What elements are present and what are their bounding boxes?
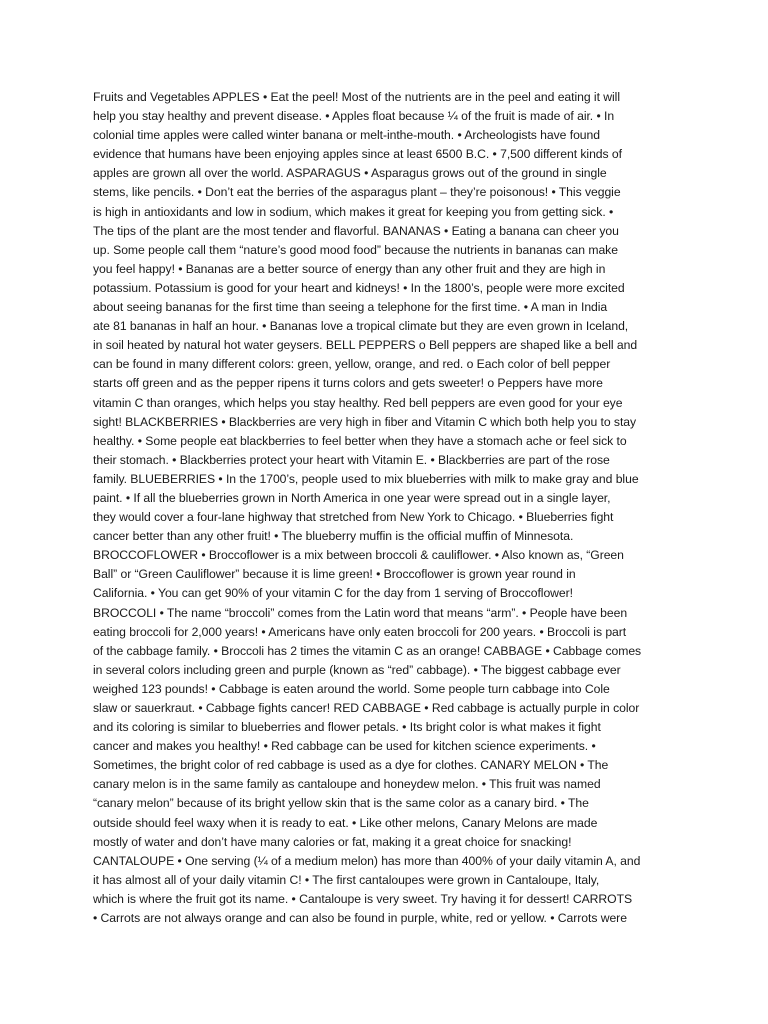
text-line: California. • You can get 90% of your vitamin C for the day from 1 serving of Broccoflower!	[93, 586, 574, 601]
text-line: Ball” or “Green Cauliflower” because it is lime green! • Broccoflower is grown year round in	[93, 567, 576, 582]
text-line: it has almost all of your daily vitamin C! • The first cantaloupes were grown in Cantaloupe, Italy,	[93, 872, 600, 887]
text-line: BROCCOFLOWER • Broccoflower is a mix between broccoli & cauliflower. • Also known as, “Green	[93, 548, 624, 563]
text-line: stems, like pencils. • Don’t eat the berries of the asparagus plant – they’re poisonous! • This veggie	[93, 185, 621, 200]
text-line: help you stay healthy and prevent disease. • Apples float because ¼ of the fruit is made of air. • In	[93, 109, 615, 124]
text-line: ate 81 bananas in half an hour. • Bananas love a tropical climate but they are even grown in Iceland,	[93, 319, 629, 334]
text-line: slaw or sauerkraut. • Cabbage fights cancer! RED CABBAGE • Red cabbage is actually purple in color	[93, 701, 640, 715]
text-line: which is where the fruit got its name. • Cantaloupe is very sweet. Try having it for dessert! CARROTS	[93, 891, 633, 906]
text-line: and its coloring is similar to blueberries and flower petals. • Its bright color is what makes it fight	[93, 720, 601, 735]
text-line: is high in antioxidants and low in sodium, which makes it great for keeping you from getting sick. •	[93, 204, 614, 219]
text-line: paint. • If all the blueberries grown in North America in one year were spread out in a single layer,	[93, 490, 611, 505]
text-line: in several colors including green and purple (known as “red” cabbage). • The biggest cabbage ever	[93, 662, 621, 677]
text-line: vitamin C than oranges, which helps you stay healthy. Red bell peppers are even good for your eye	[93, 395, 623, 410]
text-line: up. Some people call them “nature’s good mood food” because the nutrients in bananas can make	[93, 242, 618, 257]
text-line: outside should feel waxy when it is ready to eat. • Like other melons, Canary Melons are made	[93, 815, 598, 830]
text-line: about seeing bananas for the first time than seeing a telephone for the first time. • A man in India	[93, 300, 608, 315]
text-line: apples are grown all over the world. ASPARAGUS • Asparagus grows out of the ground in single	[93, 166, 607, 181]
text-line: sight! BLACKBERRIES • Blackberries are very high in fiber and Vitamin C which both help you to stay	[93, 414, 637, 429]
text-line: eating broccoli for 2,000 years! • Americans have only eaten broccoli for 200 years. • Broccoli is part	[93, 624, 627, 639]
text-line: CANTALOUPE • One serving (¼ of a medium melon) has more than 400% of your daily vitamin A, and	[93, 853, 641, 868]
text-line: you feel happy! • Bananas are a better source of energy than any other fruit and they are high in	[93, 261, 606, 276]
text-line: in soil heated by natural hot water geysers. BELL PEPPERS o Bell peppers are shaped like a bell and	[93, 338, 638, 353]
document-body	[93, 88, 677, 928]
text-line: their stomach. • Blackberries protect your heart with Vitamin E. • Blackberries are part of the rose	[93, 452, 610, 467]
text-line: healthy. • Some people eat blackberries to feel better when they have a stomach ache or feel sick to	[93, 433, 627, 448]
text-line: can be found in many different colors: green, yellow, orange, and red. o Each color of bell pepper	[93, 357, 611, 372]
text-line: “canary melon” because of its bright yellow skin that is the same color as a canary bird. • The	[93, 796, 589, 811]
text-line: family. BLUEBERRIES • In the 1700’s, people used to mix blueberries with milk to make gray and blue	[93, 471, 639, 486]
text-line: BROCCOLI • The name “broccoli” comes from the Latin word that means “arm”. • People have been	[93, 605, 628, 620]
text-line: Sometimes, the bright color of red cabbage is used as a dye for clothes. CANARY MELON • The	[93, 758, 609, 773]
text-line: cancer and makes you healthy! • Red cabbage can be used for kitchen science experiments. •	[93, 739, 596, 754]
text-line: potassium. Potassium is good for your heart and kidneys! • In the 1800’s, people were more excited	[93, 280, 625, 295]
text-line: colonial time apples were called winter banana or melt-inthe-mouth. • Archeologists have found	[93, 128, 600, 143]
text-line: evidence that humans have been enjoying apples since at least 6500 B.C. • 7,500 different kinds of	[93, 147, 622, 162]
text-line: of the cabbage family. • Broccoli has 2 times the vitamin C as an orange! CABBAGE • Cabbage comes	[93, 643, 642, 658]
text-line: The tips of the plant are the most tender and flavorful. BANANAS • Eating a banana can cheer you	[93, 223, 619, 238]
text-line: • Carrots are not always orange and can also be found in purple, white, red or yellow. • Carrots were	[93, 911, 627, 926]
text-line: canary melon is in the same family as cantaloupe and honeydew melon. • This fruit was named	[93, 777, 601, 792]
text-line: they would cover a four-lane highway that stretched from New York to Chicago. • Blueberries fight	[93, 510, 614, 525]
text-line: starts off green and as the pepper ripens it turns colors and gets sweeter! o Peppers have more	[93, 376, 603, 391]
text-line: Fruits and Vegetables APPLES • Eat the peel! Most of the nutrients are in the peel and eating it will	[93, 90, 620, 104]
text-line: cancer better than any other fruit! • The blueberry muffin is the official muffin of Minnesota.	[93, 529, 574, 544]
text-line: mostly of water and don’t have many calories or fat, making it a great choice for snacking!	[93, 834, 572, 849]
text-line: weighed 123 pounds! • Cabbage is eaten around the world. Some people turn cabbage into Cole	[93, 681, 610, 696]
